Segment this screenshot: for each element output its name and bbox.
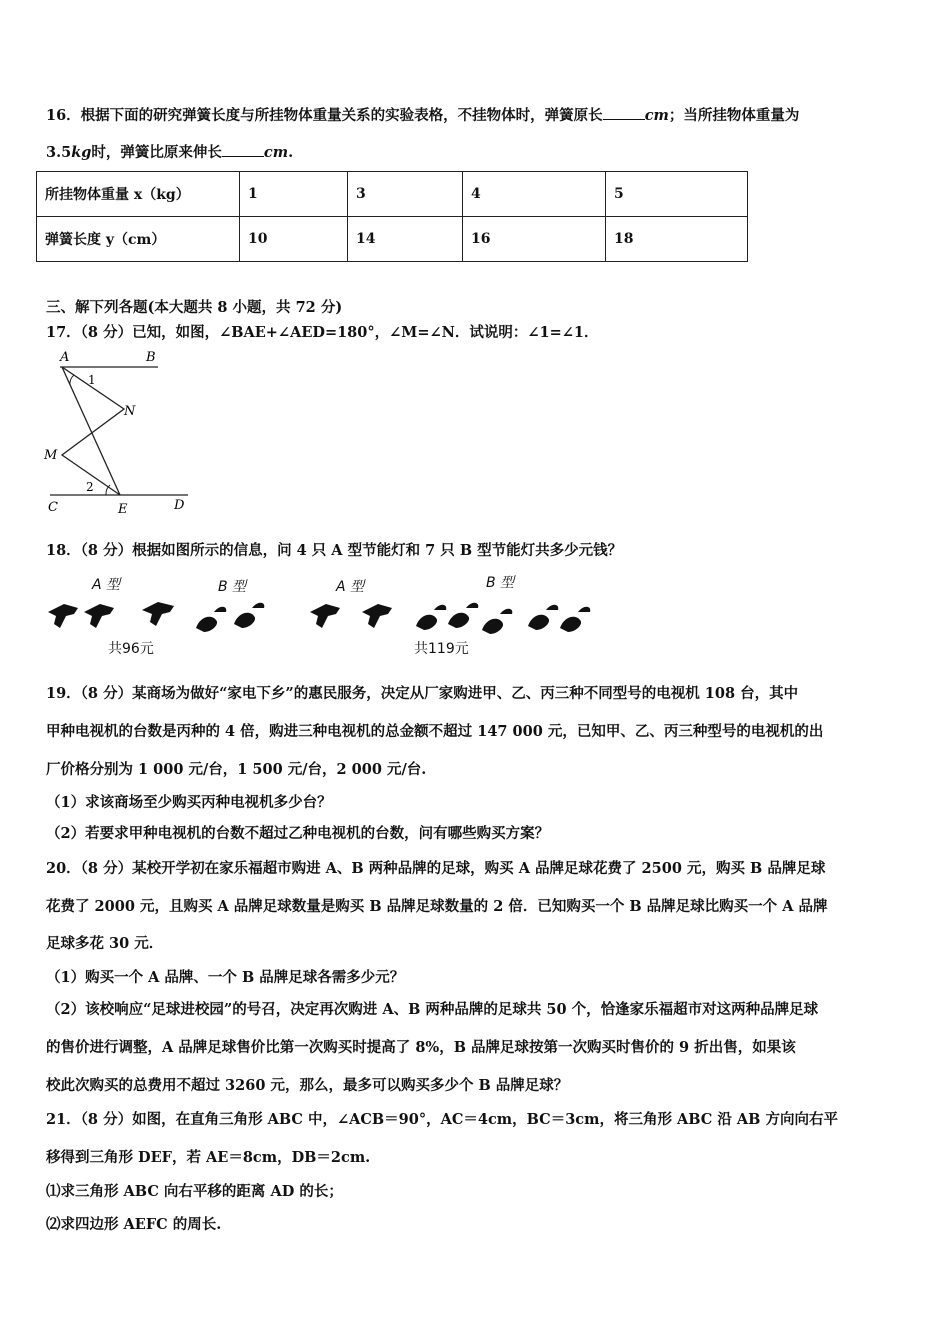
label-m: M — [44, 448, 58, 463]
q19-part1: （1）求该商场至少购买丙种电视机多少台？ — [46, 794, 332, 811]
a-type-label-2: A 型 — [336, 579, 365, 595]
q16-line2 — [46, 141, 293, 162]
label-angle-2: 2 — [86, 480, 94, 494]
table-cell: 14 — [348, 217, 463, 262]
label-c: C — [48, 500, 58, 515]
q18-text: 18．（8 分）根据如图所示的信息，问 4 只 A 型节能灯和 7 只 B 型节能灯共多少元钱？ — [46, 542, 623, 559]
table-row — [37, 217, 748, 262]
b-lamp-icon — [448, 603, 478, 628]
q20-part2-a: （2）该校响应“足球进校园”的号召，决定再次购进 A、B 两种品牌的足球共 50 个，恰逢家乐福超市对这两种品牌足球 — [46, 1001, 819, 1018]
b-lamp-icon — [528, 605, 558, 630]
b-lamp-icon — [416, 605, 446, 630]
label-d: D — [174, 498, 185, 513]
a-lamp-icon — [84, 604, 114, 628]
a-lamp-icon — [310, 604, 340, 628]
q20-part2-c: 校此次购买的总费用不超过 3260 元，那么，最多可以购买多少个 B 品牌足球？ — [46, 1077, 569, 1094]
b-lamp-icon — [196, 607, 226, 632]
q17-figure — [40, 345, 200, 520]
b-lamp-icon — [234, 603, 264, 628]
q20-line3: 足球多花 30 元． — [46, 935, 164, 952]
total-1: 共96元 — [108, 641, 154, 657]
unit-kg: kg — [71, 144, 92, 161]
blank-2 — [222, 142, 264, 157]
b-type-label-1: B 型 — [218, 579, 247, 595]
label-b: B — [146, 350, 156, 365]
q16-value: 3.5 — [46, 144, 72, 161]
total-2: 共119元 — [414, 641, 469, 657]
b-lamp-icon — [482, 609, 512, 634]
a-type-label-1: A 型 — [92, 577, 121, 593]
a-lamp-icon — [48, 604, 78, 628]
label-n: N — [124, 404, 136, 419]
row1-head: 所挂物体重量 x（kg） — [37, 172, 240, 217]
q17-text: 17．（8 分）已知，如图，∠BAE+∠AED=180°，∠M=∠N．试说明：∠1=∠1． — [46, 324, 599, 341]
b-lamp-icon — [560, 607, 590, 632]
table-cell: 3 — [348, 172, 463, 217]
label-e: E — [118, 502, 128, 517]
lamp-images — [44, 594, 604, 638]
q21-line2: 移得到三角形 DEF，若 AE＝8cm，DB＝2cm. — [46, 1149, 371, 1166]
label-a: A — [60, 350, 70, 365]
unit-cm: cm — [644, 107, 669, 124]
q19-part2: （2）若要求甲种电视机的台数不超过乙种电视机的台数，问有哪些购买方案？ — [46, 825, 550, 842]
q21-part1: ⑴求三角形 ABC 向右平移的距离 AD 的长； — [46, 1183, 343, 1200]
q20-part1: （1）购买一个 A 品牌、一个 B 品牌足球各需多少元？ — [46, 969, 405, 986]
table-cell: 5 — [606, 172, 748, 217]
table-cell: 18 — [606, 217, 748, 262]
angle-1-arc — [70, 375, 74, 385]
q16-text-a: 16．根据下面的研究弹簧长度与所挂物体重量关系的实验表格，不挂物体时，弹簧原长 — [46, 107, 603, 124]
q19-line3: 厂价格分别为 1 000 元/台，1 500 元/台，2 000 元/台. — [46, 761, 427, 778]
q20-part2-b: 的售价进行调整，A 品牌足球售价比第一次购买时提高了 8%，B 品牌足球按第一次购买时售价的 9 折出售，如果该 — [46, 1039, 796, 1056]
section-heading: 三、解下列各题(本大题共 8 小题，共 72 分) — [46, 299, 343, 316]
table-cell: 16 — [463, 217, 606, 262]
a-lamp-icon — [362, 604, 392, 628]
q20-line1: 20．（8 分）某校开学初在家乐福超市购进 A、B 两种品牌的足球，购买 A 品牌足球花费了 2500 元，购买 B 品牌足球 — [46, 860, 826, 877]
b-type-label-2: B 型 — [486, 575, 515, 591]
table-cell: 10 — [240, 217, 348, 262]
q21-part2: ⑵求四边形 AEFC 的周长. — [46, 1216, 222, 1233]
q18-figure — [44, 572, 604, 662]
q16-line1 — [46, 104, 799, 125]
table-cell: 4 — [463, 172, 606, 217]
q16-text-b: ；当所挂物体重量为 — [668, 107, 800, 124]
table-row — [37, 172, 748, 217]
a-lamp-icon — [142, 602, 174, 626]
unit-cm-2: cm — [263, 144, 289, 161]
label-angle-1: 1 — [88, 373, 96, 387]
blank-1 — [603, 105, 645, 120]
spring-table — [36, 171, 748, 262]
q19-line2: 甲种电视机的台数是丙种的 4 倍，购进三种电视机的总金额不超过 147 000 元，已知甲、乙、丙三种型号的电视机的出 — [46, 723, 824, 740]
q16-end: . — [288, 144, 294, 161]
q19-line1: 19．（8 分）某商场为做好“家电下乡”的惠民服务，决定从厂家购进甲、乙、丙三种不同型号的电视机 108 台，其中 — [46, 685, 799, 702]
row2-head: 弹簧长度 y（cm） — [37, 217, 240, 262]
q21-line1: 21．（8 分）如图，在直角三角形 ABC 中，∠ACB＝90°，AC＝4cm，BC＝3cm，将三角形 ABC 沿 AB 方向向右平 — [46, 1111, 838, 1128]
table-cell: 1 — [240, 172, 348, 217]
q16-text-c: 时，弹簧比原来伸长 — [91, 144, 222, 161]
q20-line2: 花费了 2000 元，且购买 A 品牌足球数量是购买 B 品牌足球数量的 2 倍．已知购买一个 B 品牌足球比购买一个 A 品牌 — [46, 898, 828, 915]
